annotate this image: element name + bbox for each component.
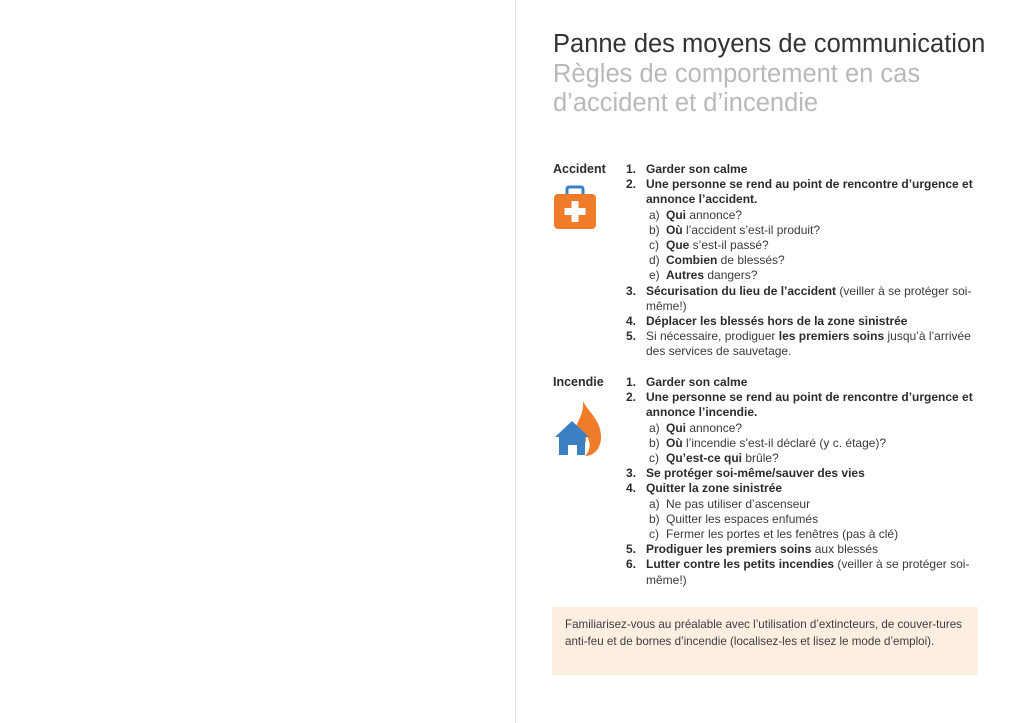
list-item: 3. Se protéger soi-même/sauver des vies (626, 466, 865, 481)
fire-steps-list (626, 375, 986, 588)
sub-list-item: d) Combien de blessés? (649, 253, 785, 268)
first-aid-kit-icon (553, 184, 597, 230)
list-item: 6. Lutter contre les petits incendies (veiller à se protéger soi-même!) (626, 557, 970, 587)
house-fire-icon (553, 399, 603, 457)
sub-list-item: c) Que s’est-il passé? (649, 238, 769, 253)
sub-list-item: a) Qui annonce? (649, 420, 743, 435)
accident-steps-list (626, 162, 986, 360)
page-title: Panne des moyens de communication (553, 30, 986, 58)
sub-list-item: e) Autres dangers? (649, 268, 758, 283)
sub-list-item: b) Où l’incendie s’est-il déclaré (y c. étage)? (649, 435, 887, 450)
list-item: 1. Garder son calme (626, 162, 748, 176)
sub-list-item: a) Ne pas utiliser d’ascenseur (649, 496, 811, 511)
sub-list-item: b) Où l’accident s’est-il produit? (649, 222, 821, 237)
subtitle-line: Règles de comportement en cas (553, 60, 921, 88)
fire-label: Incendie (553, 375, 604, 389)
list-item: 4. Quitter la zone sinistrée a) Ne pas utiliser d’ascenseur b) Quitter les espaces enfumés c) Fermer les portes et les fenêtres (pas à clé) (626, 481, 986, 542)
accident-label: Accident (553, 162, 606, 176)
page-subtitle (553, 60, 993, 118)
list-item: 2. Une personne se rend au point de rencontre d’urgence et annonce l’accident. a) Qui annonce? b) Où l’accident s’est-il produit? c) Que s’est-il passé? d) Combien de blessés? e) Autres dangers? (626, 177, 986, 283)
sub-list (646, 497, 986, 543)
list-item: 4. Déplacer les blessés hors de la zone sinistrée (626, 314, 908, 329)
subtitle-line: d’accident et d’incendie (553, 89, 819, 117)
list-item: 2. Une personne se rend au point de rencontre d’urgence et annonce l’incendie. a) Qui annonce? b) Où l’incendie s’est-il déclaré (y c. étage)? c) Qu’est-ce qui brûle? (626, 390, 986, 466)
list-item: 5. Si nécessaire, prodiguer les premiers soins jusqu’à l’arrivée des services de sauvetage. (626, 329, 971, 359)
sub-list-item: a) Qui annonce? (649, 207, 743, 222)
sub-list (646, 421, 986, 467)
sub-list (646, 208, 986, 284)
list-item: 3. Sécurisation du lieu de l’accident (veiller à se protéger soi-même!) (626, 283, 972, 313)
list-item: 1. Garder son calme (626, 375, 748, 389)
sub-list-item: b) Quitter les espaces enfumés (649, 511, 819, 526)
page-fold-line (515, 0, 516, 723)
list-item: 5. Prodiguer les premiers soins aux blessés (626, 542, 879, 557)
sub-list-item: c) Fermer les portes et les fenêtres (pas à clé) (649, 527, 899, 542)
sub-list-item: c) Qu’est-ce qui brûle? (649, 451, 779, 466)
info-note: Familiarisez-vous au préalable avec l’utilisation d’extincteurs, de couver-tures anti-feu et de bornes d’incendie (localisez-les et lisez le mode d’emploi). (552, 607, 978, 675)
